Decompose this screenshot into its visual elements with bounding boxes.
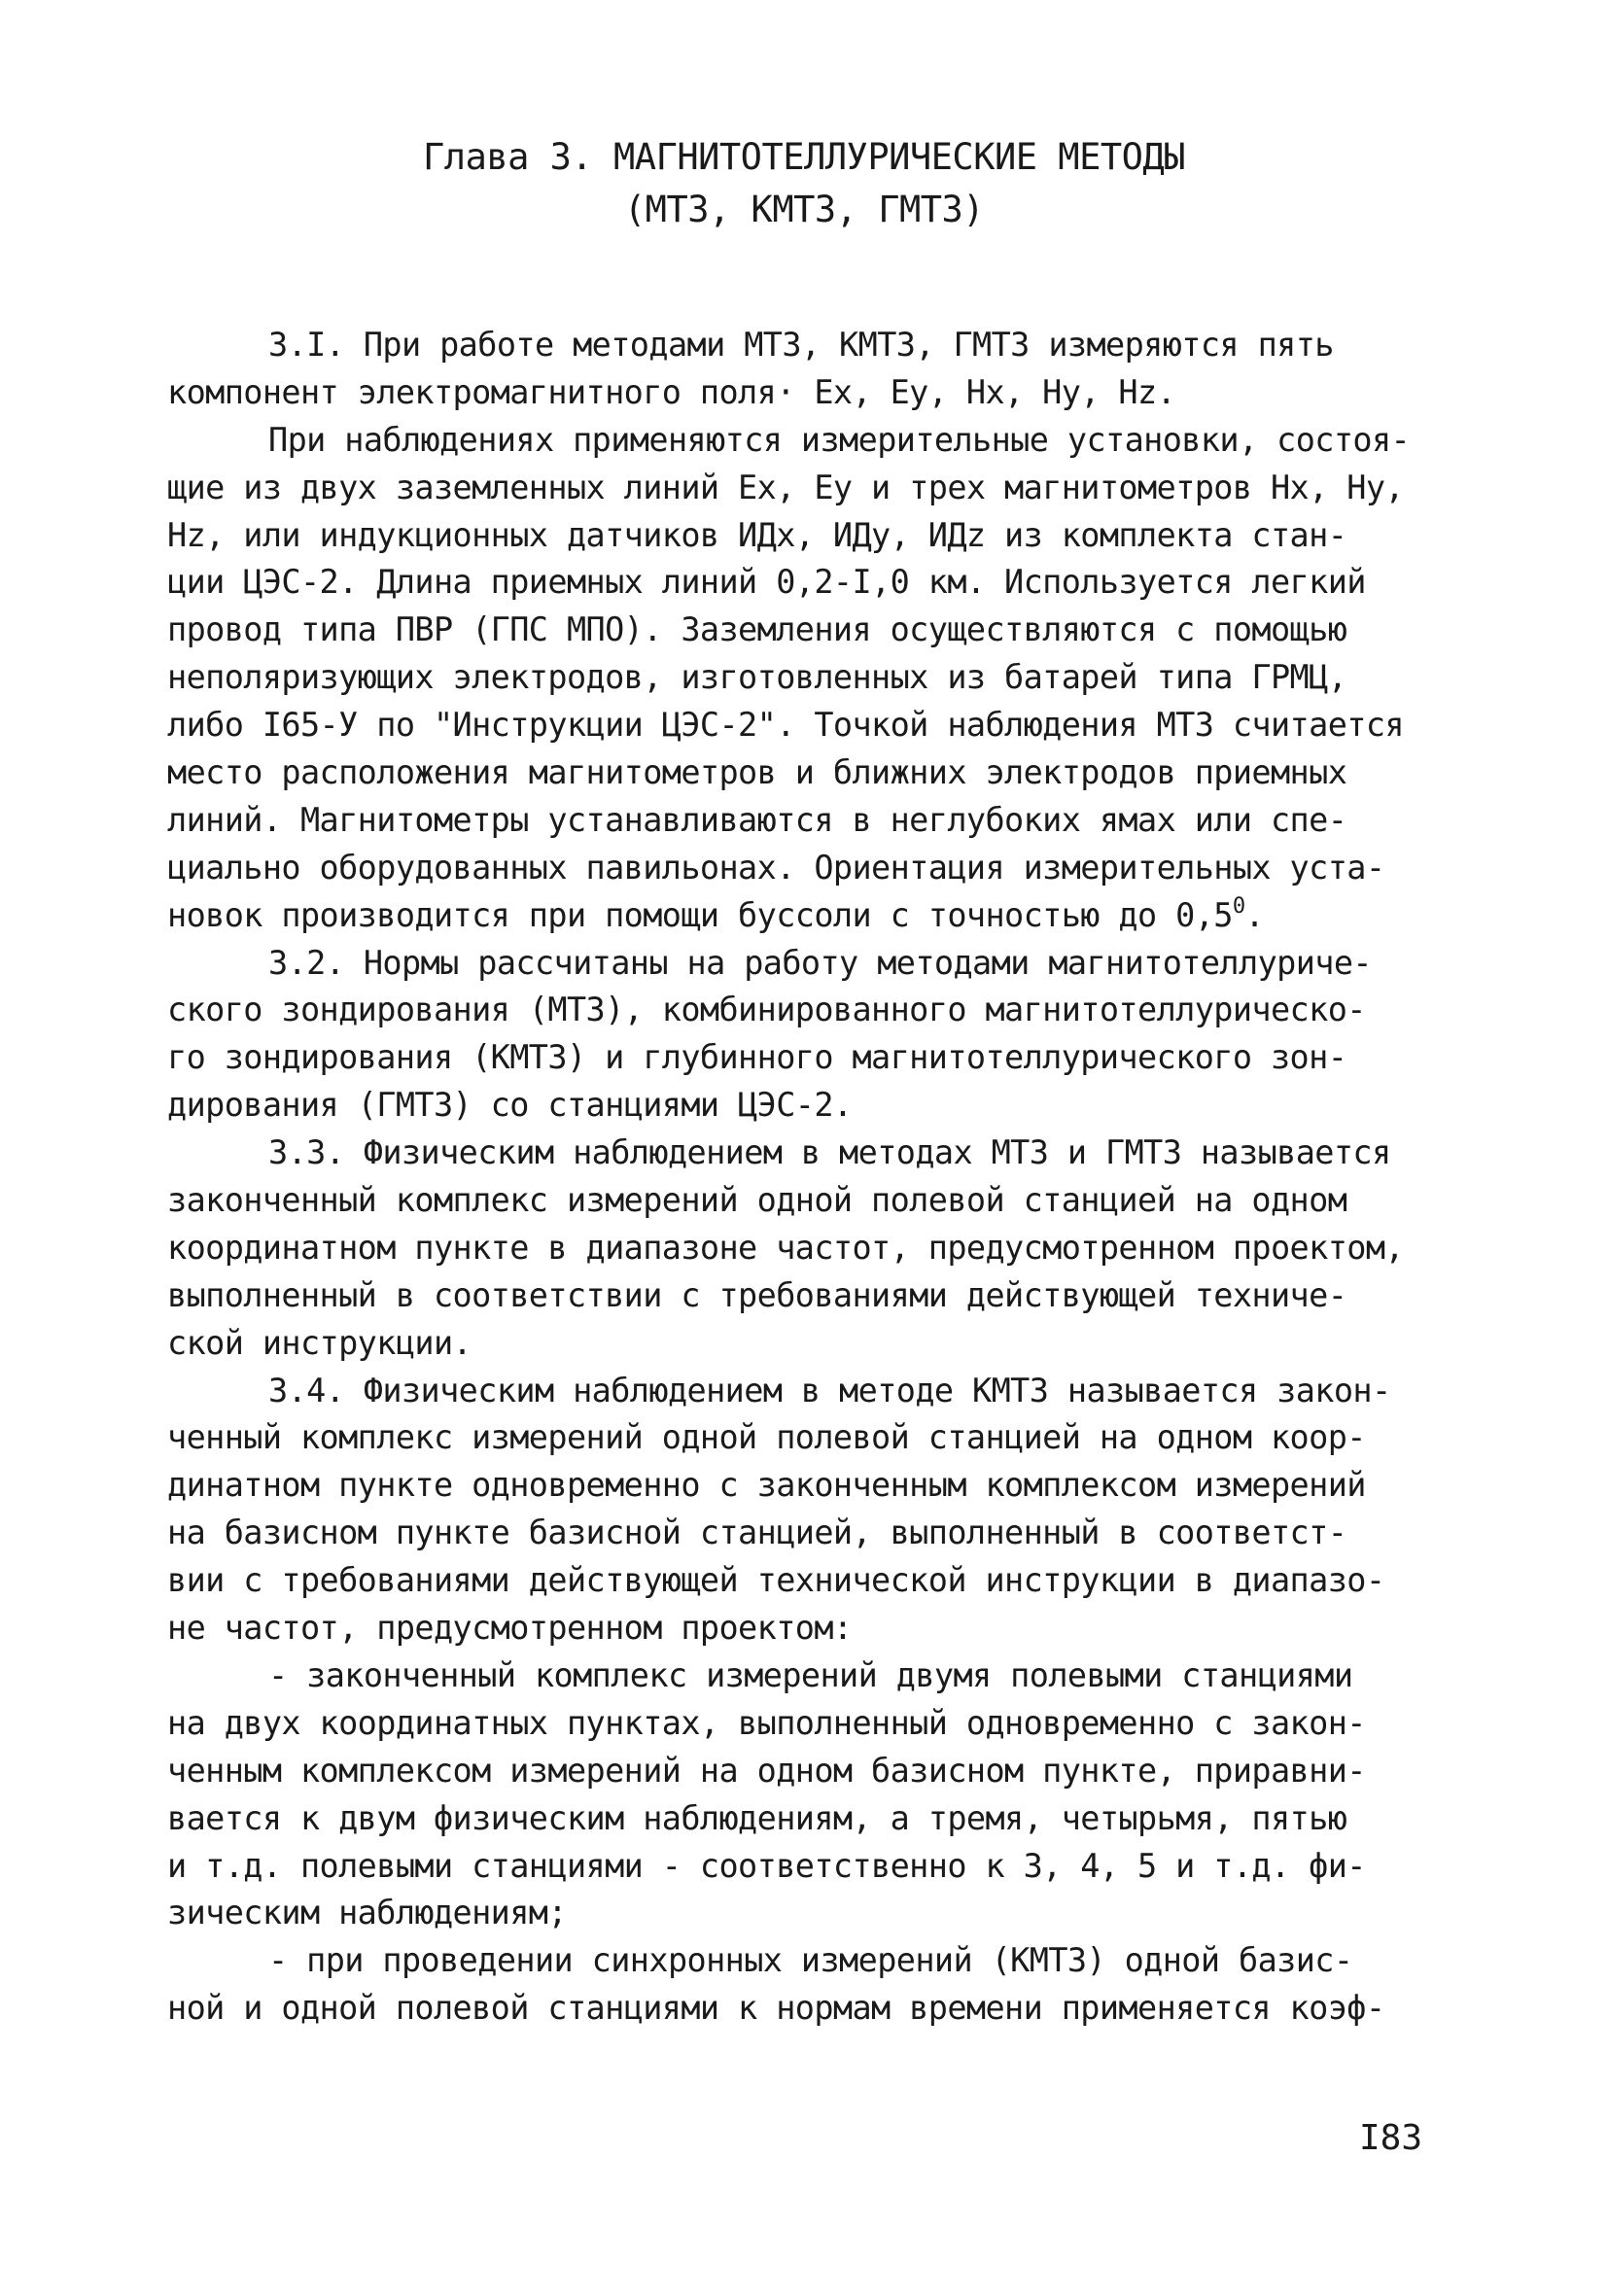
text-line xyxy=(167,749,1458,797)
text-line xyxy=(167,607,1458,654)
text-line xyxy=(167,654,1458,702)
text-line xyxy=(167,1130,1458,1177)
text-line xyxy=(167,1320,1458,1368)
text-line xyxy=(167,1082,1458,1130)
text-line xyxy=(167,1557,1458,1605)
text-line-content: При наблюдениях применяются измерительные установки, состоя- xyxy=(268,420,1411,459)
text-line-content: 3.4. Физическим наблюдением в методе КМТЗ называется закон- xyxy=(268,1371,1391,1409)
text-line xyxy=(167,1937,1458,1985)
text-line xyxy=(167,417,1458,465)
text-line-suffix: . xyxy=(1244,895,1265,934)
text-line-content: Hz, или индукционных датчиков ИДх, ИДу, ИДz из комплекта стан- xyxy=(167,515,1347,554)
text-line-content: ской инструкции. xyxy=(167,1323,472,1362)
text-line-content: место расположения магнитометров и ближних электродов приемных xyxy=(167,753,1347,792)
text-line-content: выполненный в соответствии с требованиями действующей техниче- xyxy=(167,1275,1347,1314)
text-line-content: ченным комплексом измерений на одном базисном пункте, приравни- xyxy=(167,1751,1366,1790)
text-line xyxy=(167,1652,1458,1700)
text-line xyxy=(167,1890,1458,1937)
text-line xyxy=(167,1985,1458,2033)
text-line-content: компонент электромагнитного поля· Ex, Ey, Hx, Hy, Hz. xyxy=(167,372,1176,411)
text-line-content: не частот, предусмотренном проектом: xyxy=(167,1609,853,1648)
text-line xyxy=(167,797,1458,845)
text-line-content: циально оборудованных павильонах. Ориентация измерительных уста- xyxy=(167,848,1385,887)
text-line xyxy=(167,1748,1458,1795)
text-line-content: либо I65-У по "Инструкции ЦЭС-2". Точкой наблюдения МТЗ считается xyxy=(167,706,1404,745)
page-number: I83 xyxy=(1359,2118,1423,2158)
text-line xyxy=(167,1843,1458,1891)
text-line-content: го зондирования (КМТЗ) и глубинного магнитотеллурического зон- xyxy=(167,1038,1347,1077)
text-line-content: щие из двух заземленных линий Ex, Ey и трех магнитометров Hx, Hy, xyxy=(167,468,1404,506)
text-line xyxy=(167,1272,1458,1320)
text-line-content: провод типа ПВР (ГПС МПО). Заземления осуществляются с помощью xyxy=(167,610,1347,649)
text-line-content: 3.3. Физическим наблюдением в методах МТЗ и ГМТЗ называется xyxy=(268,1133,1391,1172)
text-line xyxy=(167,892,1458,940)
text-line-content: ченный комплекс измерений одной полевой станцией на одном коор- xyxy=(167,1418,1366,1457)
text-line xyxy=(167,1700,1458,1748)
text-line xyxy=(167,1414,1458,1462)
text-line xyxy=(167,702,1458,749)
text-line-content: ции ЦЭС-2. Длина приемных линий 0,2-I,0 км. Используется легкий xyxy=(167,563,1366,602)
body-text xyxy=(167,322,1458,2033)
text-line-content: ского зондирования (МТЗ), комбинированного магнитотеллуричеcко- xyxy=(167,991,1366,1029)
text-line xyxy=(167,1462,1458,1510)
text-line xyxy=(167,1225,1458,1272)
degree-superscript: 0 xyxy=(1232,893,1245,919)
text-line-content: законченный комплекс измерений одной полевой станцией на одном xyxy=(167,1181,1347,1220)
text-line-content: динатном пункте одновременно с законченным комплексом измерений xyxy=(167,1466,1366,1505)
text-line-content: новок производится при помощи буссоли с точностью до 0,5 xyxy=(167,895,1233,934)
text-line-content: и т.д. полевыми станциями - соответственно к 3, 4, 5 и т.д. фи- xyxy=(167,1846,1366,1885)
text-line-content: зическим наблюдениям; xyxy=(167,1894,567,1932)
text-line-content: вии с требованиями действующей технической инструкции в диапазо- xyxy=(167,1561,1385,1600)
text-line xyxy=(167,1177,1458,1225)
text-line-content: - при проведении синхронных измерений (КМТЗ) одной базис- xyxy=(268,1941,1353,1980)
text-line xyxy=(167,1368,1458,1415)
text-line xyxy=(167,512,1458,560)
text-line xyxy=(167,559,1458,607)
text-line-content: вается к двум физическим наблюдениям, а тремя, четырьмя, пятью xyxy=(167,1798,1347,1837)
text-line xyxy=(167,369,1458,417)
text-line-content: дирования (ГМТЗ) со станциями ЦЭС-2. xyxy=(167,1086,853,1125)
text-line-content: координатном пункте в диапазоне частот, предусмотренном проектом, xyxy=(167,1228,1404,1267)
text-line xyxy=(167,845,1458,892)
text-line-content: - законченный комплекс измерений двумя полевыми станциями xyxy=(268,1655,1353,1694)
text-line-content: на двух координатных пунктах, выполненный одновременно с закон- xyxy=(167,1703,1366,1742)
text-line xyxy=(167,1034,1458,1082)
text-line-content: 3.2. Нормы рассчитаны на работу методами магнитотеллуриче- xyxy=(268,943,1372,982)
text-line xyxy=(167,987,1458,1034)
text-line xyxy=(167,465,1458,512)
text-line xyxy=(167,1605,1458,1652)
text-line xyxy=(167,940,1458,988)
text-line xyxy=(167,1510,1458,1557)
text-line-content: 3.I. При работе методами МТЗ, КМТЗ, ГМТЗ измеряются пять xyxy=(268,326,1334,364)
text-line-content: ной и одной полевой станциями к нормам времени применяется коэф- xyxy=(167,1989,1385,2028)
chapter-title-line-1: Глава 3. МАГНИТОТЕЛЛУРИЧЕСКИЕ МЕТОДЫ xyxy=(423,136,1185,178)
text-line-content: линий. Магнитометры устанавливаются в неглубоких ямах или спе- xyxy=(167,800,1347,839)
text-line xyxy=(167,1795,1458,1843)
text-line-content: неполяризующих электродов, изготовленных из батарей типа ГРМЦ, xyxy=(167,658,1347,697)
text-line xyxy=(167,322,1458,369)
chapter-title-line-2: (МТЗ, КМТЗ, ГМТЗ) xyxy=(623,189,985,230)
text-line-content: на базисном пункте базисной станцией, выполненный в соответст- xyxy=(167,1513,1347,1552)
